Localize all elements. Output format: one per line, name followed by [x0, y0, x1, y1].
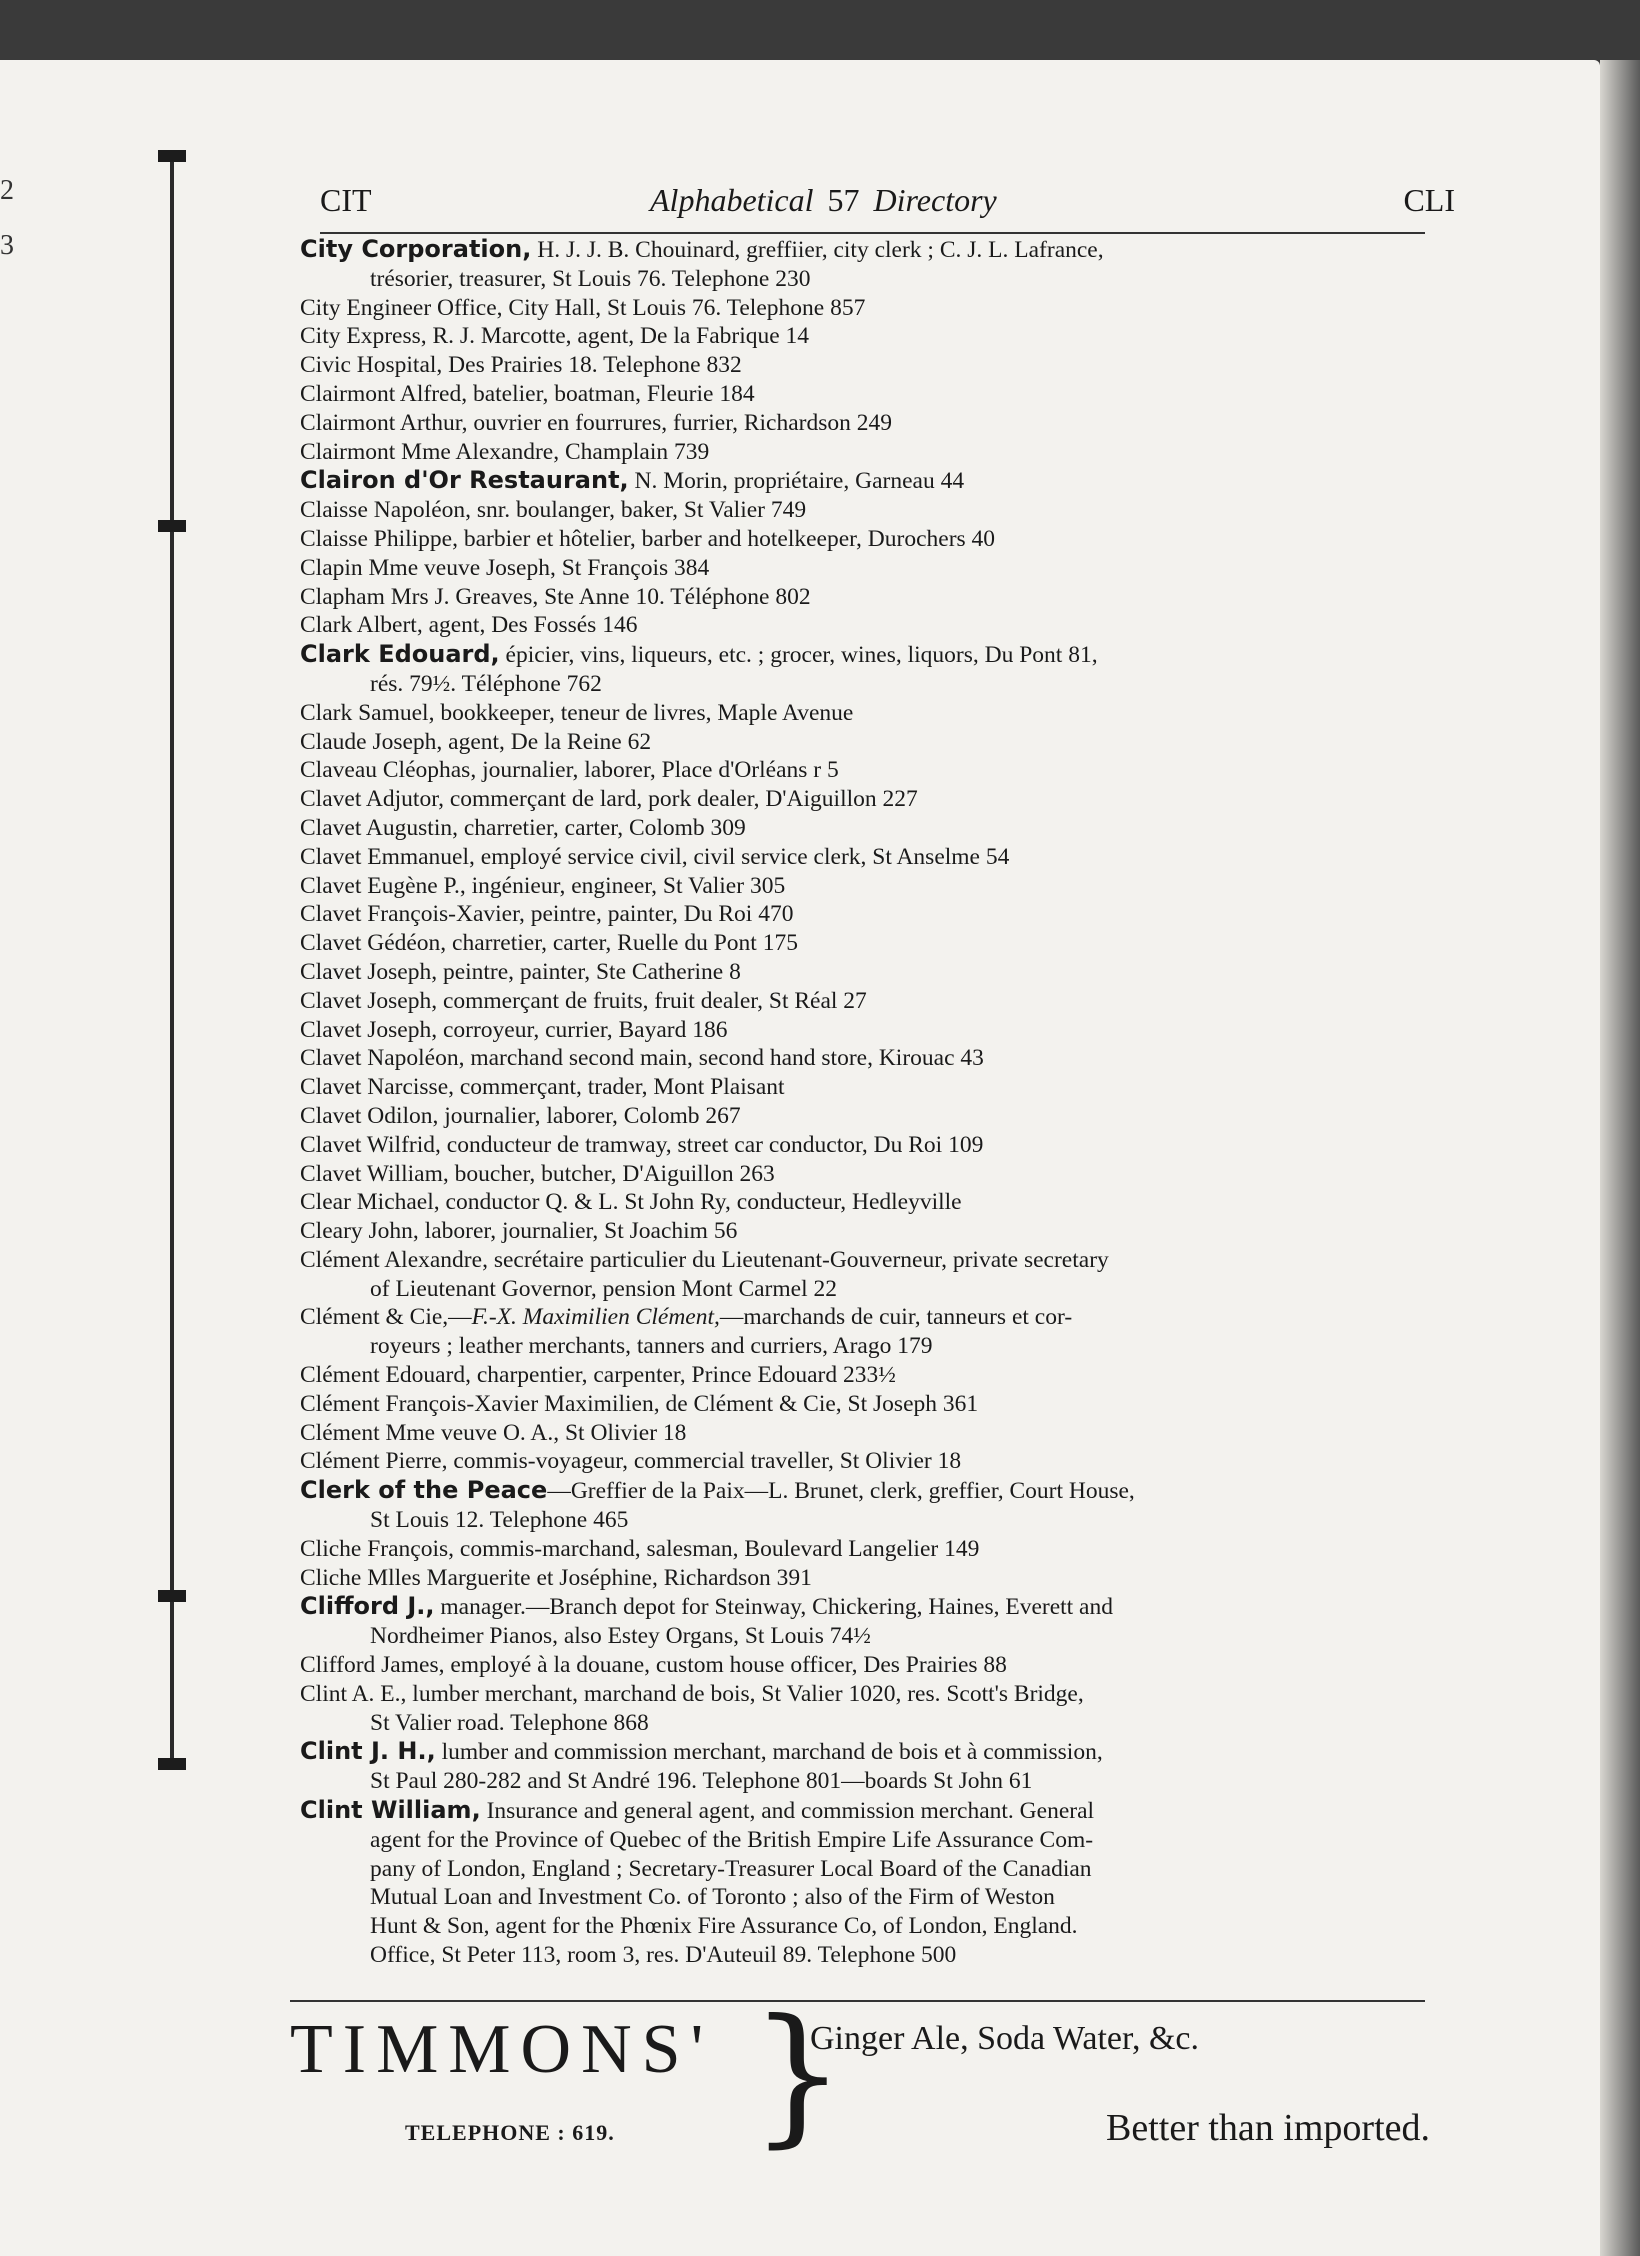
entry-continuation: Nordheimer Pianos, also Estey Organs, St Louis 74½: [370, 1623, 871, 1650]
entry-name-bold: Clerk of the Peace: [300, 1476, 548, 1505]
entry-text: Clément & Cie,—: [300, 1304, 472, 1331]
entry-text: Clavet Emmanuel, employé service civil, civil service clerk, St Anselme 54: [300, 843, 1010, 870]
directory-entry: [300, 496, 1435, 525]
directory-entry: [300, 1016, 1435, 1045]
entry-text: Clément Mme veuve O. A., St Olivier 18: [300, 1419, 687, 1446]
entry-text: Clairmont Mme Alexandre, Champlain 739: [300, 438, 710, 465]
directory-entry: [300, 1217, 1435, 1246]
directory-entry: [300, 814, 1435, 843]
entry-text: Clark Albert, agent, Des Fossés 146: [300, 612, 638, 639]
directory-entry: [300, 322, 1435, 351]
directory-entry: [300, 958, 1435, 987]
entry-continuation: Office, St Peter 113, room 3, res. D'Auteuil 89. Telephone 500: [370, 1942, 957, 1969]
directory-entry: [300, 1188, 1435, 1217]
entry-text: Cliche François, commis-marchand, salesman, Boulevard Langelier 149: [300, 1535, 980, 1562]
entry-continuation: St Valier road. Telephone 868: [370, 1709, 649, 1736]
entry-continuation: of Lieutenant Governor, pension Mont Carmel 22: [370, 1275, 837, 1302]
entry-text: Claisse Napoléon, snr. boulanger, baker, St Valier 749: [300, 497, 807, 524]
margin-mark: 3: [0, 230, 14, 261]
entry-text: Claisse Philippe, barbier et hôtelier, barber and hotelkeeper, Durochers 40: [300, 525, 996, 552]
directory-entry: [300, 1131, 1435, 1160]
entry-text: Clément Pierre, commis-voyageur, commercial traveller, St Olivier 18: [300, 1448, 962, 1475]
directory-entry: [300, 929, 1435, 958]
entry-text: manager.—Branch depot for Steinway, Chickering, Haines, Everett and: [434, 1594, 1113, 1621]
directory-entry: [300, 1246, 1435, 1304]
entry-continuation: St Paul 280-282 and St André 196. Telephone 801—boards St John 61: [370, 1768, 1033, 1795]
entry-text: Clint A. E., lumber merchant, marchand de bois, St Valier 1020, res. Scott's Bridge,: [300, 1680, 1084, 1707]
directory-entry: [300, 1160, 1435, 1189]
entry-text: —Greffier de la Paix—L. Brunet, clerk, greffier, Court House,: [547, 1478, 1135, 1505]
margin-mark: 2: [0, 175, 14, 206]
header-word: Alphabetical: [650, 182, 814, 218]
entry-continuation: pany of London, England ; Secretary-Treasurer Local Board of the Canadian: [370, 1855, 1092, 1882]
directory-entry: [300, 1592, 1435, 1651]
entry-continuation: royeurs ; leather merchants, tanners and curriers, Arago 179: [370, 1333, 933, 1360]
entry-text: —marchands de cuir, tanneurs et cor-: [719, 1304, 1073, 1331]
directory-entry: [300, 785, 1435, 814]
entry-text: H. J. J. B. Chouinard, greffiier, city clerk ; C. J. L. Lafrance,: [531, 237, 1104, 263]
entry-text: Clifford James, employé à la douane, custom house officer, Des Prairies 88: [300, 1652, 1007, 1679]
directory-entry: [300, 900, 1435, 929]
advert-rule: [290, 2000, 1425, 2002]
entry-text: Cliche Mlles Marguerite et Joséphine, Richardson 391: [300, 1564, 812, 1591]
directory-entry: [300, 1102, 1435, 1131]
binding-stitch: [158, 1590, 186, 1602]
directory-entry: [300, 1447, 1435, 1476]
entry-text: City Express, R. J. Marcotte, agent, De la Fabrique 14: [300, 323, 810, 350]
directory-entry: [300, 872, 1435, 901]
entry-text: N. Morin, propriétaire, Garneau 44: [628, 468, 965, 495]
entry-text: Clear Michael, conductor Q. & L. St John Ry, conducteur, Hedleyville: [300, 1189, 962, 1216]
directory-entry: [300, 525, 1435, 554]
entry-text: lumber and commission merchant, marchand de bois et à commission,: [435, 1739, 1103, 1766]
entry-text: Clapham Mrs J. Greaves, Ste Anne 10. Téléphone 802: [300, 583, 811, 610]
directory-entry: [300, 1361, 1435, 1390]
directory-entry: [300, 640, 1435, 699]
directory-entries: [300, 235, 1435, 1970]
entry-name-bold: City Corporation,: [300, 235, 532, 263]
directory-entry: [300, 1303, 1435, 1361]
directory-entry: [300, 756, 1435, 785]
entry-continuation: agent for the Province of Quebec of the British Empire Life Assurance Com-: [370, 1826, 1094, 1853]
entry-name-bold: Clairon d'Or Restaurant,: [300, 466, 629, 495]
directory-entry: [300, 1680, 1435, 1738]
advert-slogan: Better than imported.: [1106, 2107, 1430, 2149]
directory-entry: [300, 294, 1435, 323]
entry-continuation: Mutual Loan and Investment Co. of Toronto ; also of the Firm of Weston: [370, 1884, 1055, 1911]
timmons-advertisement: [290, 1988, 1440, 2170]
directory-entry: [300, 235, 1435, 294]
entry-continuation: Hunt & Son, agent for the Phœnix Fire Assurance Co, of London, England.: [370, 1913, 1078, 1940]
entry-text: Insurance and general agent, and commission merchant. General: [480, 1798, 1095, 1825]
directory-entry: [300, 1390, 1435, 1419]
entry-text: Cleary John, laborer, journalier, St Joachim 56: [300, 1218, 738, 1245]
entry-text: Clavet Joseph, commerçant de fruits, fruit dealer, St Réal 27: [300, 987, 867, 1014]
advert-brand: TIMMONS': [290, 2011, 714, 2088]
page-edge-shadow: [1600, 60, 1640, 2256]
directory-entry: [300, 1419, 1435, 1448]
page-number: 57: [827, 182, 860, 218]
entry-text: Clément Alexandre, secrétaire particulier du Lieutenant-Gouverneur, private secretary: [300, 1246, 1109, 1273]
entry-text: Clavet Eugène P., ingénieur, engineer, St Valier 305: [300, 872, 786, 899]
entry-text: Clavet Joseph, peintre, painter, Ste Catherine 8: [300, 958, 741, 985]
entry-continuation: trésorier, treasurer, St Louis 76. Telephone 230: [370, 265, 811, 292]
header-right: CLI: [1403, 182, 1455, 218]
entry-text: Clément Edouard, charpentier, carpenter, Prince Edouard 233½: [300, 1362, 896, 1389]
directory-entry: [300, 583, 1435, 612]
entry-name-bold: Clifford J.,: [300, 1592, 435, 1621]
advert-brace: }: [750, 1988, 846, 2162]
header-center: [650, 182, 997, 219]
header-word: Directory: [873, 182, 997, 218]
entry-continuation: St Louis 12. Telephone 465: [370, 1507, 629, 1534]
entry-text: Claveau Cléophas, journalier, laborer, Place d'Orléans r 5: [300, 757, 839, 784]
entry-text: Clapin Mme veuve Joseph, St François 384: [300, 554, 710, 581]
entry-italic: F.-X. Maximilien Clément,: [471, 1304, 720, 1331]
entry-text: épicier, vins, liqueurs, etc. ; grocer, wines, liquors, Du Pont 81,: [499, 642, 1098, 669]
entry-text: Clavet François-Xavier, peintre, painter, Du Roi 470: [300, 901, 794, 928]
directory-entry: [300, 1535, 1435, 1564]
directory-entry: [300, 1476, 1435, 1535]
entry-text: Clairmont Alfred, batelier, boatman, Fleurie 184: [300, 380, 755, 407]
directory-entry: [300, 1073, 1435, 1102]
directory-entry: [300, 1651, 1435, 1680]
binding-line: [170, 150, 174, 1770]
header-rule: [320, 232, 1425, 234]
entry-text: Clément François-Xavier Maximilien, de Clément & Cie, St Joseph 361: [300, 1390, 979, 1417]
directory-entry: [300, 728, 1435, 757]
entry-text: Civic Hospital, Des Prairies 18. Telephone 832: [300, 352, 742, 379]
running-header: [320, 182, 1455, 226]
binding-stitch: [158, 1758, 186, 1770]
entry-text: Clark Samuel, bookkeeper, teneur de livres, Maple Avenue: [300, 699, 854, 726]
advert-telephone: TELEPHONE : 619.: [405, 2120, 615, 2145]
entry-text: Claude Joseph, agent, De la Reine 62: [300, 728, 652, 755]
entry-text: Clavet William, boucher, butcher, D'Aiguillon 263: [300, 1160, 775, 1187]
directory-entry: [300, 611, 1435, 640]
entry-text: Clavet Odilon, journalier, laborer, Colomb 267: [300, 1102, 741, 1129]
directory-entry: [300, 1737, 1435, 1796]
directory-entry: [300, 1796, 1435, 1970]
directory-entry: [300, 843, 1435, 872]
directory-entry: [300, 438, 1435, 467]
entry-text: Clavet Adjutor, commerçant de lard, pork dealer, D'Aiguillon 227: [300, 786, 918, 813]
binding-stitch: [158, 150, 186, 162]
binding-stitch: [158, 520, 186, 532]
entry-name-bold: Clint J. H.,: [300, 1737, 436, 1766]
entry-text: Clavet Wilfrid, conducteur de tramway, street car conductor, Du Roi 109: [300, 1131, 984, 1158]
entry-text: Clairmont Arthur, ouvrier en fourrures, furrier, Richardson 249: [300, 409, 892, 436]
entry-text: Clavet Napoléon, marchand second main, second hand store, Kirouac 43: [300, 1045, 984, 1072]
directory-entry: [300, 1044, 1435, 1073]
directory-entry: [300, 1564, 1435, 1593]
directory-entry: [300, 987, 1435, 1016]
directory-entry: [300, 699, 1435, 728]
entry-text: Clavet Joseph, corroyeur, currier, Bayard 186: [300, 1016, 728, 1043]
header-left: CIT: [320, 182, 372, 218]
entry-text: Clavet Narcisse, commerçant, trader, Mont Plaisant: [300, 1074, 785, 1101]
entry-text: Clavet Augustin, charretier, carter, Colomb 309: [300, 814, 746, 841]
entry-continuation: rés. 79½. Téléphone 762: [370, 670, 602, 697]
directory-entry: [300, 554, 1435, 583]
directory-entry: [300, 409, 1435, 438]
entry-text: City Engineer Office, City Hall, St Louis 76. Telephone 857: [300, 294, 866, 321]
directory-entry: [300, 351, 1435, 380]
entry-name-bold: Clark Edouard,: [300, 640, 500, 669]
directory-entry: [300, 380, 1435, 409]
directory-entry: [300, 466, 1435, 496]
advert-products: Ginger Ale, Soda Water, &c.: [810, 2020, 1200, 2057]
entry-name-bold: Clint William,: [300, 1796, 481, 1825]
entry-text: Clavet Gédéon, charretier, carter, Ruelle du Pont 175: [300, 930, 798, 957]
